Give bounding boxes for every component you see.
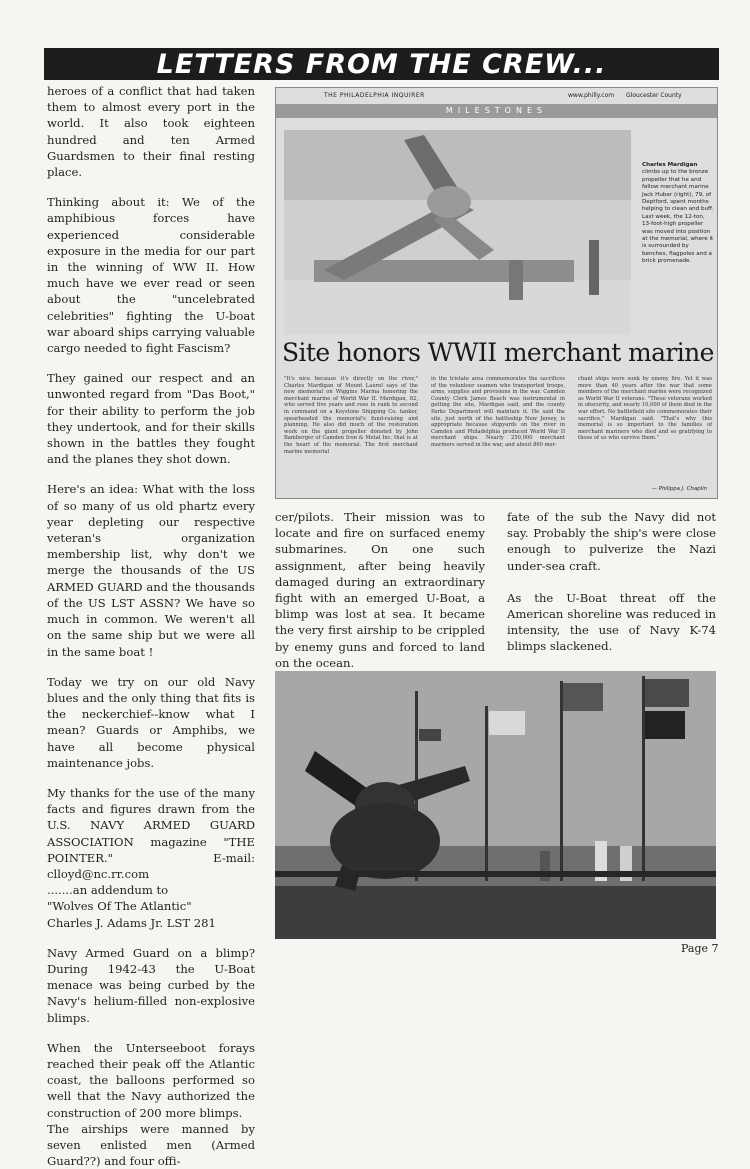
page-number: Page 7: [681, 942, 719, 955]
paragraph: The airships were manned by seven enlisted men (Armed Guard??) and four offi-: [47, 1121, 255, 1169]
photo-caption: [642, 162, 714, 266]
newspaper-url: www.philly.com: [568, 92, 615, 99]
clipping-column: "It's nice because it's directly on the river," Charles Mardigan of Mount Laurel says of the new memorial on Wiggins Marina honoring the merchant marine of World War II. Mardigan, 82, who served five years and rose in rank to second in command on a Keystone Shipping Co. tanker, spearheaded the memorial's fund-raising and planning. He also did much of the restoration work on the giant propeller donated by John Bamberger of Camden Iron & Metal Inc. that is at the heart of the memorial. The first merchant marine memorial: [284, 376, 418, 455]
clipping-header: [276, 88, 717, 102]
newspaper-county: Gloucester County: [626, 92, 682, 99]
section-banner: [44, 48, 719, 80]
addendum-line: "Wolves Of The Atlantic": [47, 899, 192, 914]
newspaper-clipping: [275, 87, 718, 499]
clipping-column: in the tristate area commemorates the sacrifices of the volunteer seamen who transported troops, arms, supplies and provisions in the war. Camden County Clerk James Beach was instrumental in getting the site, Mardigan said, and the county Parks Department will maintain it. He said the site, just north of the battleship New Jersey, is appropriate because shipyards on the river in Camden and Philadelphia produced World War II merchant ships. Nearly 250,000 merchant mariners served in the war, and about 860 mer-: [431, 376, 565, 448]
section-label: MILESTONES: [276, 104, 717, 118]
propeller-photo: [284, 130, 631, 335]
memorial-photo: [275, 671, 716, 939]
clipping-columns: [284, 376, 712, 455]
paragraph: Here's an idea: What with the loss of so many of us old phartz every year depleting our respective veteran's organization membership list, why don't we merge the thousands of the US ARMED GUARD and the thousands of the US LST ASSN? We have so much in common. We weren't all on the same ship but we were all in the same boat !: [47, 482, 255, 659]
paragraph: Navy Armed Guard on a blimp? During 1942-43 the U-Boat menace was being curbed by the Navy's helium-filled non-explosive blimps.: [47, 945, 255, 1025]
paragraph: When the Unterseeboot forays reached their peak off the Atlantic coast, the balloons performed so well that the Navy authorized the construction of 200 more blimps.: [47, 1040, 255, 1120]
paragraph: They gained our respect and an unwonted regard from "Das Boot," for their ability to perform the job they undertook, and for their skills shown in the battles they fought and the planes they shot down.: [47, 371, 255, 467]
paragraph: My thanks for the use of the many facts and figures drawn from the U.S. NAVY ARMED GUARD ASSOCIATION magazine "THE POINTER." E-mail: clloyd@nc.rr.com: [47, 785, 255, 881]
caption-text: climbs up to the bronze propeller that he and fellow merchant marine Jack Huber (right), 79, of Deptford, spent months helping to clean and buff. Last week, the 12-ton, 13-foot-high propeller was moved into position at the memorial, where it is surrounded by benches, flagpoles and a brick promenade.: [642, 169, 714, 265]
paragraph: Today we try on our old Navy blues and the only thing that fits is the neckerchief--know what I mean? Guards or Amphibs, we have all become physical maintenance jobs.: [47, 674, 255, 770]
clipping-headline: Site honors WWII merchant marine: [282, 338, 714, 367]
paragraph: As the U-Boat threat off the American shoreline was reduced in intensity, the use of Navy K-74 blimps slackened.: [507, 590, 716, 654]
addendum-line: .......an addendum to: [47, 883, 169, 898]
caption-name: Charles Mardigan: [642, 162, 698, 168]
addendum-line: Charles J. Adams Jr. LST 281: [47, 915, 216, 930]
banner-title: LETTERS FROM THE CREW...: [156, 48, 607, 80]
paragraph: cer/pilots. Their mission was to locate and fire on surfaced enemy submarines. On one such assignment, after being heavily damaged during an extraordinary fight with an emerged U-Boat, a blimp was lost at sea. It became the very first airship to be crippled by enemy guns and forced to land on the ocean.: [275, 510, 485, 670]
paragraph: fate of the sub the Navy did not say. Probably the ship's were close enough to pulverize the Nazi under-sea craft.: [507, 510, 716, 573]
clipping-byline: — Philippa J. Chaplin: [651, 486, 707, 492]
clipping-column: chant ships were sunk by enemy fire. Yet it was more than 40 years after the war that some members of the merchant marine were recognized as World War II veterans. "These veterans worked in obscurity, and nearly 10,000 of them died in the war effort. No battlefield site commemorates their sacrifice," Mardigan said. "That's why this memorial is so important to the families of merchant mariners who died and so gratifying to those of us who survive them.": [578, 376, 712, 442]
paragraph: Thinking about it: We of the amphibious forces have experienced considerable exposure in the media for our part in the winning of WW II. How much have we ever read or seen about the "uncelebrated celebrities" fighting the U-boat war aboard ships carrying valuable cargo needed to fight Fascism?: [47, 195, 255, 356]
left-column: [47, 83, 255, 1169]
paragraph: heroes of a conflict that had taken them to almost every port in the world. It also took eighteen hundred and ten Armed Guardsmen to their final resting place.: [47, 84, 255, 180]
newspaper-name: THE PHILADELPHIA INQUIRER: [324, 92, 425, 99]
